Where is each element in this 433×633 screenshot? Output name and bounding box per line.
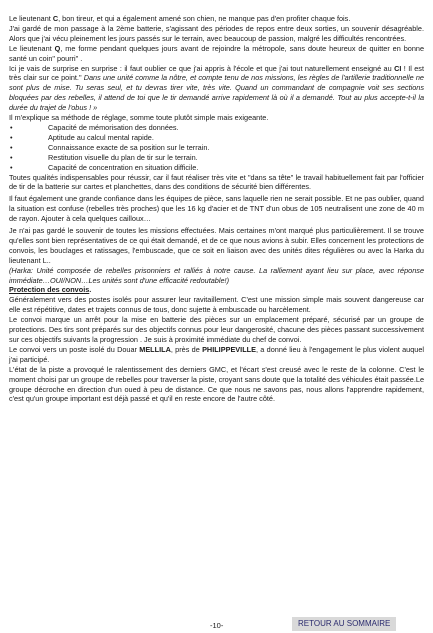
paragraph: Le convoi marque un arrêt pour la mise en batterie des pièces sur un emplacement préparé, sécurisé par un groupe de protections. Des tirs sont préparés sur des objectifs connus pour leur dangerosité, chacune des pièces passant successivement sur ces objectifs suivants la progression . Je suis à proximité immédiate du chef de convoi. (9, 315, 424, 344)
paragraph: Il faut également une grande confiance dans les équipes de pièce, sans laquelle rien ne serait possible. Et ne pas oublier, quand la situation est confuse (rebelles très proches) que les 16 kg d'acier et de TNT d'un obus de 105 neutralisent une zone de 40 m de rayon. Ajouter à cela quelques cailloux… (9, 194, 424, 224)
paragraph: Le convoi vers un poste isolé du Douar MELLILA, près de PHILIPPEVILLE, a donné lieu à l'engagement le plus violent auquel j'ai participé. (9, 344, 425, 364)
paragraph: Toutes qualités indispensables pour réussir, car il faut réaliser très vite et "dans sa tête" le travail habituellement fait par l'officier de tir de la batterie sur cartes et planchettes, dans des conditions de sécurité bien différentes. (9, 172, 424, 192)
list-item: • Aptitude au calcul mental rapide. (9, 133, 424, 143)
return-to-contents-link[interactable]: RETOUR AU SOMMAIRE (292, 617, 396, 631)
page-footer (0, 617, 433, 633)
list-item: • Capacité de mémorisation des données. (9, 123, 424, 133)
paragraph: Je n'ai pas gardé le souvenir de toutes les missions effectuées. Mais certaines m'ont marqué plus particulièrement. Il se trouve qu'elles sont bien représentatives de ce qui était demandé, et de ce que nous avions à subir. Elles concernent les protections de convois, les bouclages et ratissages, l'embuscade, que ce soit en liaison avec des unités dites régulières ou avec la Harka du lieutenant L.. (9, 226, 424, 265)
bullet-list (9, 123, 424, 173)
paragraph: Il m'explique sa méthode de réglage, somme toute plutôt simple mais exigeante. (9, 113, 269, 123)
paragraph: J'ai gardé de mon passage à la 2ème batterie, s'agissant des périodes de repos entre deux sorties, un souvenir désagréable. Alors que j'ai vécu pleinement les jours passés sur le terrain, avec beaucoup de passion, malgré les difficultés rencontrées. (9, 23, 424, 43)
paragraph: Généralement vers des postes isolés pour assurer leur ravitaillement. C'est une mission simple mais souvent dangereuse car elle est répétitive, dates et trajets connus de tous, donc sujette à embuscade ou harcèlement. (9, 295, 424, 315)
paragraph-note: (Harka: Unité composée de rebelles prisonniers et ralliés à notre cause. La ralliement ayant lieu sur place, avec réponse immédiate…OUI/NON…Les unités sont d'une efficacité redoutable!) (9, 265, 424, 285)
list-item: • Capacité de concentration en situation difficile. (9, 163, 424, 173)
paragraph: L'état de la piste a provoqué le ralentissement des derniers GMC, et l'écart s'est creusé avec le reste de la colonne. C'est le moment choisi par un groupe de rebelles pour traverser la piste, croyant sans doute que la totalité des véhicules était passée.Le groupe décroche en direction d'un oued à peu de distance. Ce que nous ne savons pas, nous allons l'apprendre rapidement, c'est qu'un groupe important est déjà passé et qu'il en reste encore de l'autre côté. (9, 364, 424, 404)
list-item: • Connaissance exacte de sa position sur le terrain. (9, 143, 424, 153)
section-heading: Protection des convois. (9, 285, 92, 295)
list-item: • Restitution visuelle du plan de tir sur le terrain. (9, 153, 424, 163)
page-number: -10- (210, 621, 224, 630)
paragraph: Le lieutenant Q, me forme pendant quelques jours avant de rejoindre la métropole, sans doute heureux de quitter en bonne santé un coin" pourri" . (9, 43, 425, 63)
paragraph: Ici je vais de surprise en surprise : il faut oublier ce que j'ai appris à l'école et que j'ai tout naturellement enseigné au CI ! Il est très clair sur ce point." Dans une unité comme la nôtre, et compte tenu de nos missions, les règles de l'artillerie traditionnelle ne sont plus de mise. Tu seras seul, et tu devras tirer vite, très vite. Quand un commandant de compagnie voit ses sections bloquées par des rebelles, il attend de toi que le tir demandé arrive rapidement là où il a demandé. Tout au plus accepte-t-il la durée du trajet de l'obus ! » (9, 63, 424, 113)
paragraph: Le lieutenant C, bon tireur, et qui a également amené son chien, ne manque pas d'en profiter chaque fois. (9, 14, 351, 23)
